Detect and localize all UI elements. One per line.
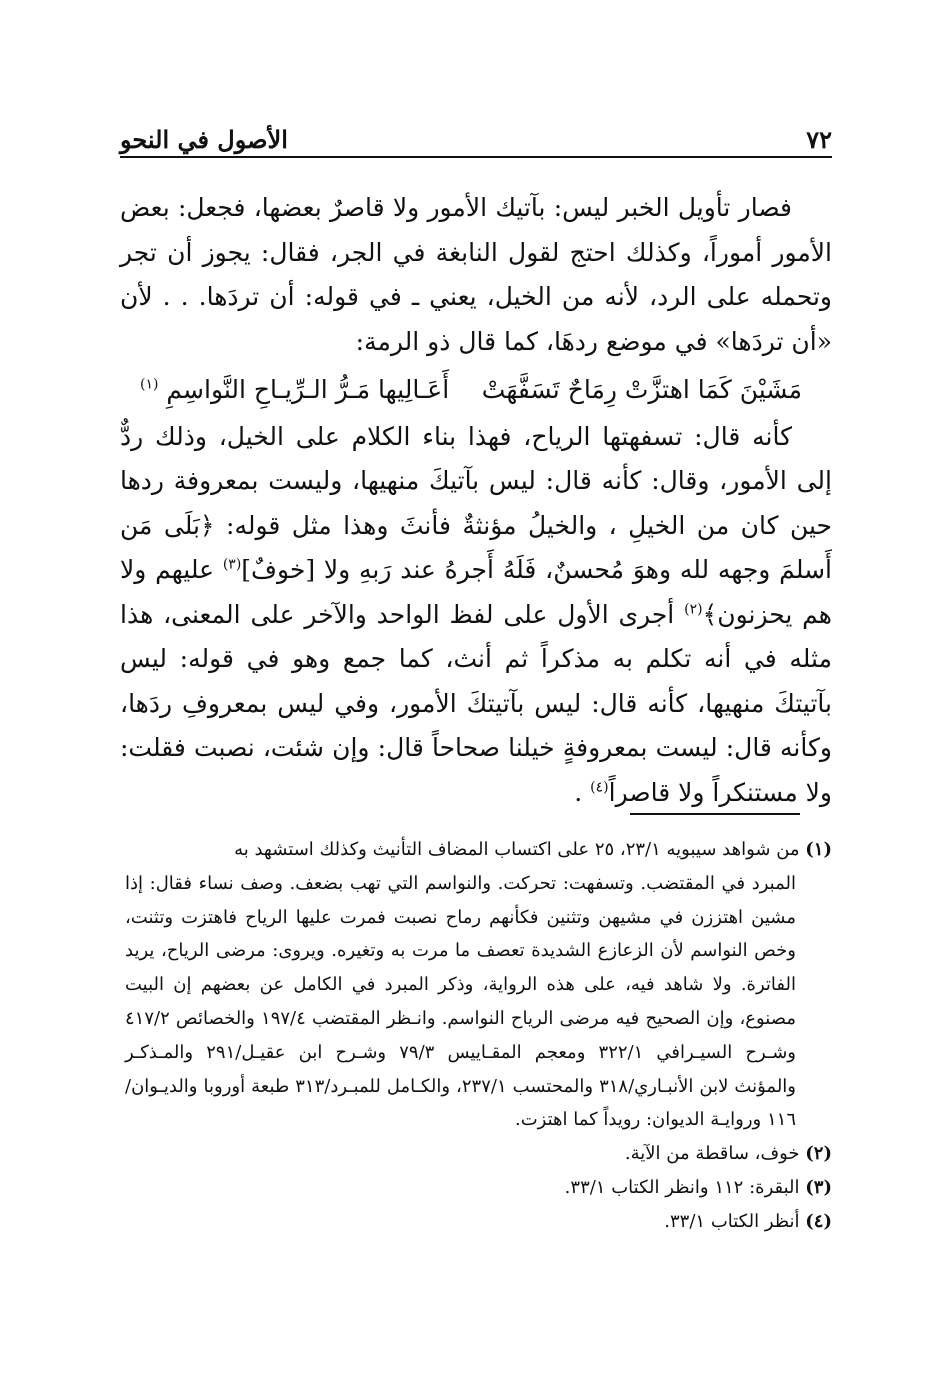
verse-second-hemistich: أَعَـالِيها مَـرُّ الـرِّيـاحِ النَّواسِمِ: [166, 375, 450, 404]
footnote-ref-3: (٣): [222, 556, 242, 573]
poetry-verse: [120, 368, 832, 413]
verse-second-hemistich-wrap: [140, 368, 449, 413]
footnote-3: [125, 1171, 832, 1205]
footnote-4-text: أنظر الكتاب ٣٣/١.: [664, 1210, 806, 1232]
verse-first-hemistich: مَشَيْنَ كَمَا اهتزَّتْ رِمَاحٌ تَسَفَّهَتْ: [481, 375, 802, 404]
main-text: [120, 186, 832, 815]
footnote-3-number: (٣): [805, 1176, 832, 1198]
paragraph-2-part-b: عليهم ولا هم يحزنون﴾: [120, 555, 832, 629]
footnote-ref-1: (١): [140, 376, 159, 393]
footnote-2-text: خوف، ساقطة من الآية.: [624, 1143, 806, 1165]
book-title: الأصول في النحو: [120, 125, 288, 154]
footnote-1: [125, 833, 832, 867]
footnote-separator: [630, 813, 800, 815]
header-rule: [120, 156, 832, 158]
paragraph-2: [120, 415, 832, 816]
footnote-2-number: (٢): [805, 1143, 832, 1165]
paragraph-2-end: .: [574, 777, 591, 807]
footnotes: [125, 833, 832, 1239]
paragraph-2-part-c: أجرى الأول على لفظ الواحد والآخر على المعنى، هذا مثله في أنه تكلم به مذكراً ثم أنث، كما جمع وهو في قوله: ليس بآتيتكَ منهيها، كأنه قال: ليس بآتيتكَ الأمور، وفي ليس بمعروفِ ردَها، وكأنه قال: ليست بمعروفةٍ خيلنا صحاحاً قال: وإن شئت، نصبت فقلت: ولا مستنكراً ولا قاصراً: [120, 599, 832, 807]
footnote-4-number: (٤): [805, 1210, 832, 1232]
running-header: [120, 118, 832, 154]
footnote-1-number: (١): [805, 839, 832, 860]
footnote-3-text: البقرة: ١١٢ وانظر الكتاب ٣٣/١.: [564, 1176, 806, 1198]
footnote-ref-2: (٢): [684, 601, 703, 618]
page-number: ٧٢: [806, 125, 832, 154]
paragraph-1: فصار تأويل الخبر ليس: بآتيك الأمور ولا قاصرٌ بعضها، فجعل: بعض الأمور أموراً، وكذلك احتج لقول النابغة في الجر، فقال: يجوز أن تجر وتحمله على الرد، لأنه من الخيل، يعني ـ في قوله: أن تردَها. . . لأن «أن تردَها» في موضع ردهَا، كما قال ذو الرمة:: [120, 193, 832, 356]
footnote-ref-4: (٤): [590, 779, 609, 796]
footnote-1-text: من شواهد سيبويه ٢٣/١، ٢٥ على اكتساب المضاف التأنيث وكذلك استشهد به: [234, 839, 806, 860]
footnote-1-continuation: المبرد في المقتضب. وتسفهت: تحركت. والنواسم التي تهب بضعف. وصف نساء فقال: إذا مشين اهتززن في مشيهن وتثنين فكأنهم رماح نصبت فمرت عليها الرياح فاهتزت وتثنت، وخص النواسم لأن الزعازع الشديدة تعصف ما مرت به وتغيره. ويروى: مرضى الرياح، يريد الفاترة. ولا شاهد فيه، على هذه الرواية، وذكر المبرد في الكامل عن بعضهم إن البيت مصنوع، وإن الصحيح فيه مرضى الرياح النواسم. وانـظر المقتضب ١٩٧/٤ والخصائص ٤١٧/٢ وشـرح السيـرافي ٣٢٢/١ ومعجم المقـاييس ٧٩/٣ وشـرح ابن عقيـل/٢٩١ والمـذكـر والمؤنث لابن الأنبـاري/٣١٨ والمحتسب ٢٣٧/١، والكـامل للمبـرد/٣١٣ طبعة أوروبا والديـوان/١١٦ وروايـة الديوان: رويداً كما اهتزت.: [125, 872, 796, 1131]
paragraph-2-part-a: كأنه قال: تسفهتها الرياح، فهذا بناء الكلام على الخيل، وذلك ردٌّ إلى الأمور، وقال: كأنه قال: ليس بآتيكَ منهيها، وليست بمعروفة ردها حين كان من الخيلِ ، والخيلُ مؤنثةٌ فأنثَ وهذا مثل قوله: ﴿بَلَى مَن أَسلمَ وجهه لله وهوَ مُحسنٌ، فَلَهُ أَجرهُ عند رَبهِ ولا [خوفٌ]: [120, 421, 832, 584]
footnote-2: [125, 1137, 832, 1171]
footnote-4: [125, 1205, 832, 1239]
